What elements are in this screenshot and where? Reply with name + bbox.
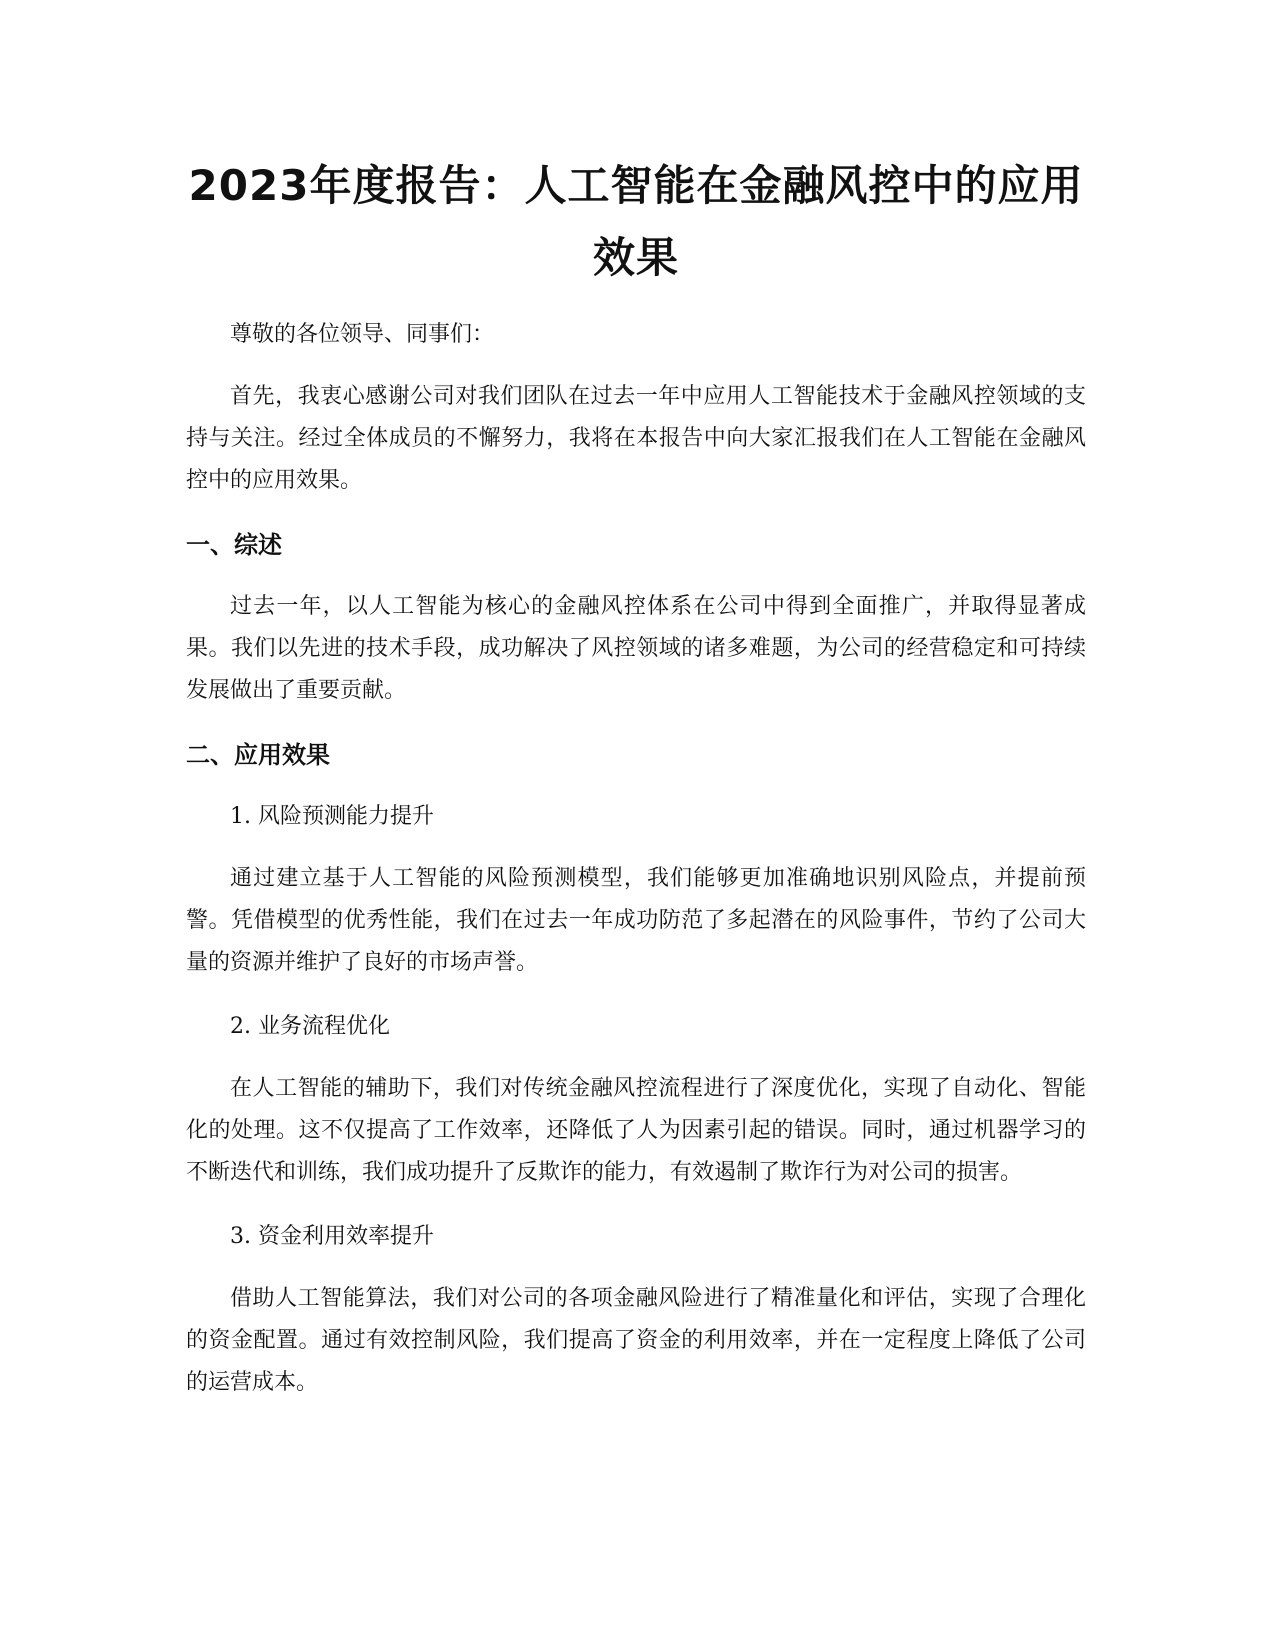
section-heading-effects: 二、应用效果 <box>186 741 330 769</box>
capital-efficiency-paragraph: 借助人工智能算法，我们对公司的各项金融风险进行了精准量化和评估，实现了合理化的资金配置。通过有效控制风险，我们提高了资金的利用效率，并在一定程度上降低了公司的运营成本。 <box>186 1286 1086 1395</box>
overview-paragraph: 过去一年，以人工智能为核心的金融风控体系在公司中得到全面推广，并取得显著成果。我们以先进的技术手段，成功解决了风控领域的诸多难题，为公司的经营稳定和可持续发展做出了重要贡献。 <box>186 594 1086 703</box>
document-page <box>186 150 1086 1426</box>
subsection-heading-capital-efficiency: 3. 资金利用效率提升 <box>230 1224 434 1249</box>
risk-prediction-paragraph: 通过建立基于人工智能的风险预测模型，我们能够更加准确地识别风险点，并提前预警。凭借模型的优秀性能，我们在过去一年成功防范了多起潜在的风险事件，节约了公司大量的资源并维护了良好的市场声誉。 <box>186 866 1086 975</box>
process-optimization-paragraph: 在人工智能的辅助下，我们对传统金融风控流程进行了深度优化，实现了自动化、智能化的处理。这不仅提高了工作效率，还降低了人为因素引起的错误。同时，通过机器学习的不断迭代和训练，我们成功提升了反欺诈的能力，有效遏制了欺诈行为对公司的损害。 <box>186 1076 1086 1185</box>
greeting-text: 尊敬的各位领导、同事们： <box>230 322 495 347</box>
section-heading-overview: 一、综述 <box>186 531 282 559</box>
subsection-heading-process-optimization: 2. 业务流程优化 <box>230 1014 390 1039</box>
intro-paragraph: 首先，我衷心感谢公司对我们团队在过去一年中应用人工智能技术于金融风控领域的支持与关注。经过全体成员的不懈努力，我将在本报告中向大家汇报我们在人工智能在金融风控中的应用效果。 <box>186 384 1086 493</box>
page-title: 2023年度报告：人工智能在金融风控中的应用效果 <box>188 161 1084 282</box>
subsection-heading-risk-prediction: 1. 风险预测能力提升 <box>230 804 434 829</box>
